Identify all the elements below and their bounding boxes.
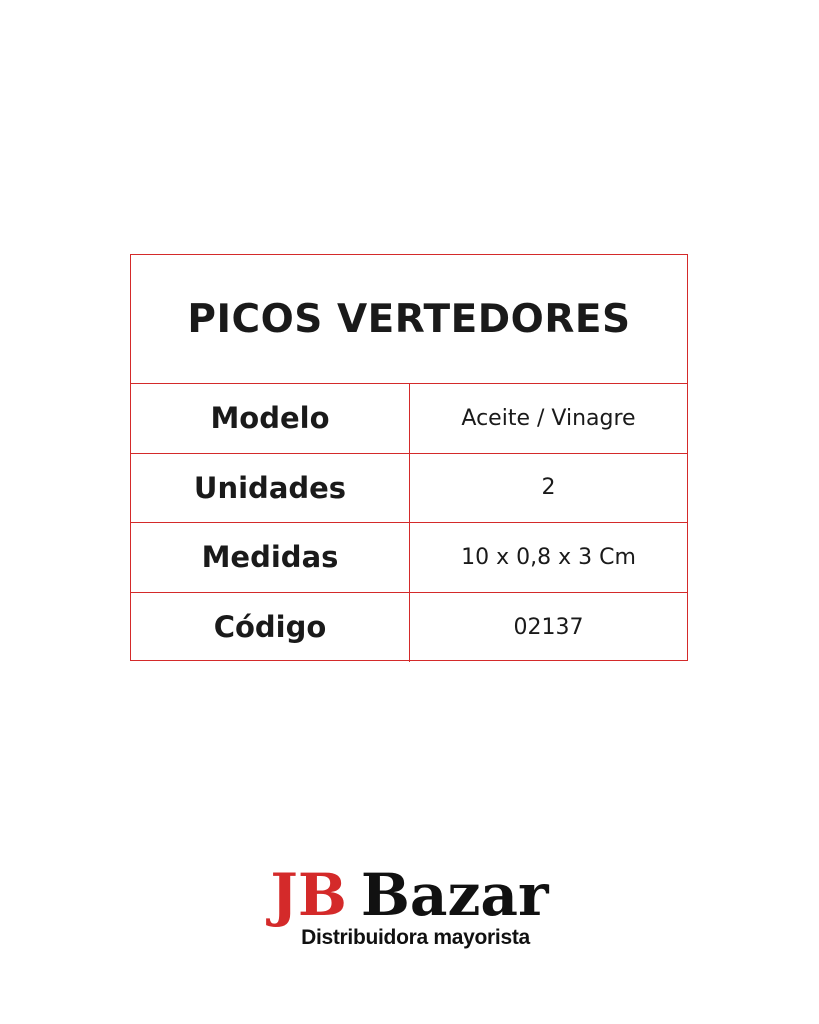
spec-row-modelo (131, 384, 687, 454)
brand-name-jb: JB (270, 861, 347, 929)
spec-label: Código (131, 593, 410, 663)
spec-value: Aceite / Vinagre (461, 405, 636, 431)
brand-tagline: Distribuidora mayorista (301, 926, 530, 949)
brand-name (0, 862, 819, 928)
title-row (131, 255, 687, 384)
spec-label: Modelo (131, 384, 410, 453)
spec-value: 10 x 0,8 x 3 Cm (461, 544, 636, 570)
spec-value: 2 (541, 475, 556, 501)
spec-row-codigo (131, 593, 687, 663)
spec-value: 02137 (513, 614, 584, 640)
spec-label: Medidas (131, 523, 410, 592)
spec-row-unidades (131, 454, 687, 524)
spec-label: Unidades (131, 454, 410, 523)
brand-name-bazar: Bazar (360, 861, 549, 929)
brand-logo (0, 862, 819, 950)
spec-table (130, 254, 688, 661)
product-title: PICOS VERTEDORES (187, 296, 631, 342)
spec-row-medidas (131, 523, 687, 593)
